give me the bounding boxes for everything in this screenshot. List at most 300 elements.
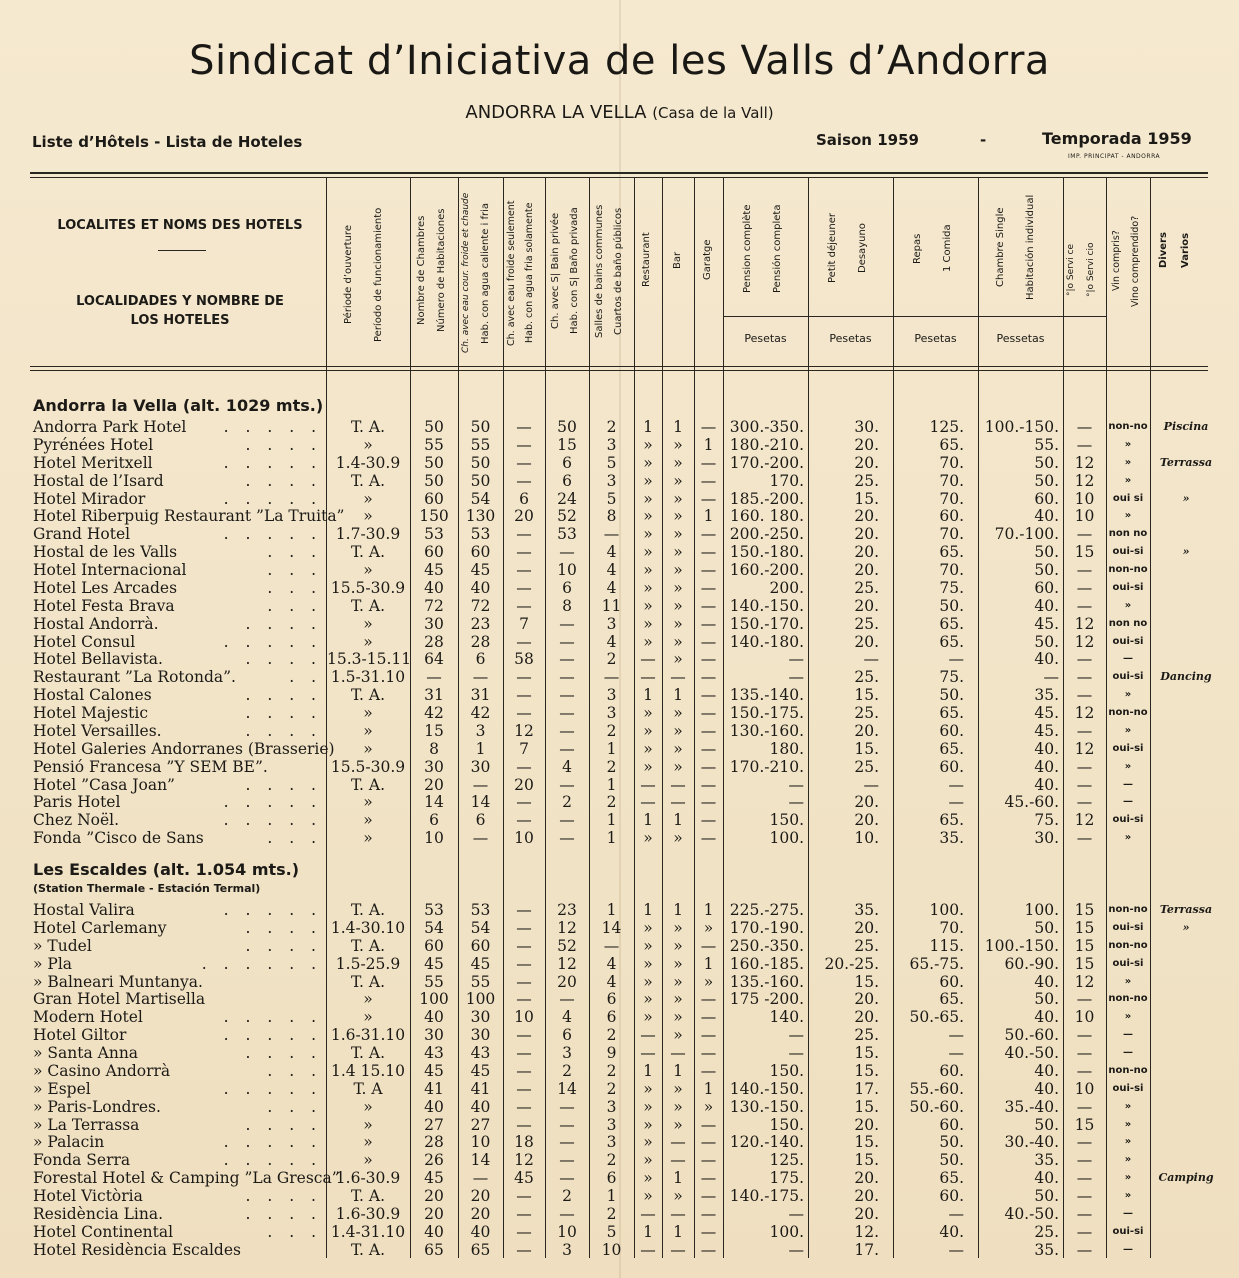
cell-bar: » xyxy=(673,507,683,526)
cell-chambres: 54 xyxy=(424,918,444,937)
cell-bain-prive: 2 xyxy=(562,1187,572,1206)
cell-bar: 1 xyxy=(673,686,683,705)
header-periode-fr: Période d’ouverture xyxy=(343,225,354,325)
cell-repas: 65. xyxy=(939,435,964,454)
cell-period: T. A. xyxy=(350,1187,386,1206)
cell-pension: 150. xyxy=(769,1115,804,1134)
cell-dejeuner: 17. xyxy=(854,1240,879,1259)
cell-bar: » xyxy=(673,596,683,615)
table-row xyxy=(0,454,1239,472)
cell-period: » xyxy=(363,507,373,526)
cell-period: 1.4 15.10 xyxy=(331,1061,405,1080)
cell-salles-bains: 2 xyxy=(606,1151,617,1170)
cell-bain-prive: 53 xyxy=(557,525,577,544)
cell-bain-prive: — xyxy=(559,811,575,830)
cell-repas: — xyxy=(948,1204,964,1223)
cell-eau-courante: 31 xyxy=(470,686,491,705)
cell-eau-courante: 20 xyxy=(470,1187,491,1206)
cell-restaurant: » xyxy=(643,561,653,580)
header-pension-es: Pensión completa xyxy=(772,204,783,293)
table-row xyxy=(0,776,1239,794)
cell-bain-prive: 20 xyxy=(557,972,577,991)
cell-bain-prive: — xyxy=(559,775,575,794)
cell-dejeuner: 15. xyxy=(854,1061,879,1080)
cell-chambres: 27 xyxy=(424,1115,444,1134)
cell-pension: 140. xyxy=(769,1008,804,1027)
cell-hotel-name: Andorra Park Hotel xyxy=(33,418,187,436)
cell-dejeuner: 20. xyxy=(854,1187,879,1206)
cell-salles-bains: 1 xyxy=(606,901,617,919)
cell-repas: — xyxy=(948,793,964,812)
cell-salles-bains: 14 xyxy=(601,918,622,937)
cell-leader-dots: . . . . . xyxy=(223,1151,322,1170)
cell-period: » xyxy=(363,829,373,848)
cell-bain-prive: 2 xyxy=(562,793,572,812)
header-vin-es: Vino comprendido? xyxy=(1130,215,1141,307)
cell-eau-froide: — xyxy=(516,578,532,597)
cell-salles-bains: — xyxy=(603,936,620,955)
cell-restaurant: » xyxy=(643,453,653,472)
cell-bar: » xyxy=(673,936,683,955)
cell-service: 10 xyxy=(1074,507,1095,526)
cell-eau-froide: — xyxy=(516,954,532,973)
section-les-escaldes-subtitle: (Station Thermale - Estación Termal) xyxy=(33,882,261,895)
cell-eau-courante: — xyxy=(472,775,489,794)
cell-hotel-name: » Palacin xyxy=(33,1133,105,1152)
cell-repas: — xyxy=(948,650,964,669)
cell-leader-dots: . . . xyxy=(267,561,322,580)
cell-single: 100.-150. xyxy=(984,936,1059,955)
cell-period: T. A. xyxy=(350,543,386,562)
cell-eau-courante: 6 xyxy=(475,811,486,830)
cell-bain-prive: — xyxy=(559,1151,575,1170)
cell-garatge: — xyxy=(700,721,717,740)
cell-repas: 50. xyxy=(939,1133,964,1152)
cell-vin: » xyxy=(1124,1118,1132,1130)
cell-hotel-name: Hotel Versailles. xyxy=(33,721,162,740)
table-row xyxy=(0,525,1239,543)
cell-restaurant: — xyxy=(640,1026,656,1045)
cell-chambres: 60 xyxy=(424,543,444,562)
cell-dejeuner: 25. xyxy=(854,757,879,776)
cell-hotel-name: Hotel ”Casa Joan” xyxy=(33,775,175,794)
cell-chambres: 30 xyxy=(424,757,444,776)
table-row xyxy=(0,1080,1239,1098)
cell-period: T. A. xyxy=(350,596,386,615)
cell-bain-prive: 3 xyxy=(562,1240,572,1259)
header-pension-fr: Pension complète xyxy=(742,204,753,293)
cell-period: T. A xyxy=(353,1079,383,1098)
cell-leader-dots: . . . . xyxy=(245,614,322,633)
cell-eau-froide: — xyxy=(516,543,532,562)
cell-chambres: 53 xyxy=(424,525,444,544)
cell-eau-froide: — xyxy=(516,1044,532,1063)
cell-repas: 100. xyxy=(929,901,964,919)
cell-leader-dots: . . . . . xyxy=(223,901,322,919)
cell-chambres: 10 xyxy=(424,829,444,848)
cell-leader-dots: . . . . . xyxy=(223,525,322,544)
cell-service: 10 xyxy=(1074,1079,1095,1098)
cell-garatge: — xyxy=(700,525,717,544)
cell-dejeuner: 20. xyxy=(854,507,879,526)
cell-single: 60. xyxy=(1034,489,1059,508)
table-row xyxy=(0,758,1239,776)
cell-service: — xyxy=(1076,775,1093,794)
cell-repas: 50.-60. xyxy=(909,1097,964,1116)
cell-restaurant: » xyxy=(643,543,653,562)
cell-leader-dots: . . . . . xyxy=(223,793,322,812)
cell-single: 40. xyxy=(1034,596,1059,615)
cell-eau-froide: 10 xyxy=(514,1008,534,1027)
header-single-fr: Chambre Single xyxy=(995,207,1006,287)
cell-salles-bains: 3 xyxy=(606,686,617,705)
cell-eau-froide: — xyxy=(516,1240,532,1259)
cell-eau-froide: — xyxy=(516,811,532,830)
cell-pension: 140.-180. xyxy=(729,632,804,651)
table-row xyxy=(0,543,1239,561)
cell-restaurant: » xyxy=(643,936,653,955)
table-row xyxy=(0,1116,1239,1134)
cell-garatge: — xyxy=(700,1187,717,1206)
cell-vin: — xyxy=(1123,653,1133,665)
cell-bar: » xyxy=(673,1097,683,1116)
cell-period: » xyxy=(363,1008,373,1027)
cell-vin: non-no xyxy=(1108,993,1148,1005)
cell-eau-courante: 14 xyxy=(470,793,491,812)
cell-eau-courante: 53 xyxy=(470,901,491,919)
header-divers-fr: Divers xyxy=(1158,232,1169,268)
cell-salles-bains: 3 xyxy=(606,1133,617,1152)
header-chambres-fr: Nombre de Chambres xyxy=(416,215,427,325)
cell-eau-froide: — xyxy=(516,1222,532,1241)
cell-repas: 70. xyxy=(939,561,964,580)
cell-single: 40.-50. xyxy=(1004,1204,1059,1223)
cell-divers: Camping xyxy=(1158,1171,1214,1185)
header-single-es: Habitación individual xyxy=(1025,194,1036,300)
cell-repas: 35. xyxy=(939,829,964,848)
cell-service: — xyxy=(1076,561,1093,580)
cell-eau-courante: 10 xyxy=(470,1133,491,1152)
cell-eau-froide: — xyxy=(516,936,532,955)
cell-vin: oui-si xyxy=(1112,957,1144,969)
cell-vin: » xyxy=(1124,724,1132,736)
cell-salles-bains: 1 xyxy=(606,739,617,758)
cell-pension: 170.-210. xyxy=(729,757,804,776)
cell-bar: » xyxy=(673,739,683,758)
cell-chambres: 45 xyxy=(424,954,444,973)
cell-bain-prive: — xyxy=(559,614,575,633)
table-row xyxy=(0,1151,1239,1169)
cell-bar: » xyxy=(673,632,683,651)
cell-salles-bains: 2 xyxy=(606,1204,617,1223)
cell-eau-froide: — xyxy=(516,596,532,615)
cell-bar: — xyxy=(670,793,686,812)
cell-single: 40. xyxy=(1034,1079,1059,1098)
cell-pension: — xyxy=(788,1204,804,1223)
cell-single: 40. xyxy=(1034,650,1059,669)
cell-bain-prive: 15 xyxy=(557,435,577,454)
table-row xyxy=(0,507,1239,525)
cell-eau-froide: — xyxy=(516,1115,532,1134)
cell-pension: 150.-180. xyxy=(729,543,804,562)
cell-restaurant: » xyxy=(643,704,653,723)
cell-single: 40. xyxy=(1034,507,1059,526)
cell-bar: » xyxy=(673,614,683,633)
cell-single: 45. xyxy=(1034,614,1059,633)
cell-dejeuner: 25. xyxy=(854,704,879,723)
cell-pension: 120.-140. xyxy=(729,1133,804,1152)
header-rule-top-2 xyxy=(30,177,1208,178)
cell-bar: » xyxy=(673,471,683,490)
table-row xyxy=(0,1187,1239,1205)
cell-garatge: — xyxy=(700,936,717,955)
cell-chambres: 40 xyxy=(424,1097,444,1116)
cell-eau-courante: 45 xyxy=(470,954,491,973)
cell-chambres: 45 xyxy=(424,561,444,580)
cell-service: 12 xyxy=(1074,739,1095,758)
cell-vin: non-no xyxy=(1108,1064,1148,1076)
cell-period: » xyxy=(363,489,373,508)
cell-eau-froide: — xyxy=(516,525,532,544)
cell-leader-dots: . . . . xyxy=(245,721,322,740)
cell-dejeuner: 20. xyxy=(854,525,879,544)
cell-chambres: 45 xyxy=(424,1061,444,1080)
cell-vin: » xyxy=(1124,1100,1132,1112)
cell-garatge: — xyxy=(700,596,717,615)
cell-bar: » xyxy=(673,453,683,472)
cell-leader-dots: . . . . . xyxy=(223,811,322,830)
cell-bar: » xyxy=(673,1008,683,1027)
cell-salles-bains: 1 xyxy=(606,1187,617,1206)
cell-pension: 170.-200. xyxy=(729,453,804,472)
cell-vin: » xyxy=(1124,1190,1132,1202)
cell-salles-bains: 1 xyxy=(606,775,617,794)
table-row xyxy=(0,1223,1239,1241)
cell-eau-courante: 41 xyxy=(470,1079,491,1098)
cell-period: T. A. xyxy=(350,1044,386,1063)
cell-chambres: 40 xyxy=(424,578,444,597)
cell-dejeuner: 25. xyxy=(854,578,879,597)
cell-garatge: 1 xyxy=(703,901,714,919)
cell-pension: 135.-140. xyxy=(729,686,804,705)
cell-pension: 160.-185. xyxy=(729,954,804,973)
header-dejeuner-fr: Petit déjeuner xyxy=(827,213,838,284)
cell-eau-froide: 45 xyxy=(514,1169,534,1188)
cell-single: 40. xyxy=(1034,972,1059,991)
saison-label: Saison 1959 xyxy=(816,131,919,149)
header-localities-divider xyxy=(158,250,206,251)
cell-garatge: » xyxy=(703,1097,714,1116)
cell-chambres: 60 xyxy=(424,936,444,955)
cell-leader-dots: . . . . xyxy=(245,1187,322,1206)
cell-bar: 1 xyxy=(673,1061,683,1080)
cell-service: — xyxy=(1076,1169,1093,1188)
cell-repas: 60. xyxy=(939,1115,964,1134)
table-row xyxy=(0,1133,1239,1151)
cell-leader-dots: . . . . xyxy=(245,471,322,490)
table-row xyxy=(0,633,1239,651)
cell-hotel-name: » Balneari Muntanya. xyxy=(33,972,203,991)
cell-pension: 150.-170. xyxy=(729,614,804,633)
table-row xyxy=(0,1098,1239,1116)
cell-dejeuner: 20.-25. xyxy=(824,954,879,973)
cell-garatge: — xyxy=(700,1222,717,1241)
cell-eau-froide: 7 xyxy=(519,614,529,633)
cell-dejeuner: 20. xyxy=(854,1169,879,1188)
cell-garatge: — xyxy=(700,1240,717,1259)
cell-leader-dots: . . . xyxy=(267,1222,322,1241)
cell-bar: » xyxy=(673,829,683,848)
cell-vin: oui-si xyxy=(1112,546,1144,558)
cell-pension: 130.-160. xyxy=(729,721,804,740)
cell-service: 15 xyxy=(1074,901,1095,919)
table-row xyxy=(0,579,1239,597)
cell-chambres: 42 xyxy=(424,704,444,723)
cell-pension: 125. xyxy=(769,1151,804,1170)
cell-dejeuner: 15. xyxy=(854,1097,879,1116)
cell-single: 35. xyxy=(1034,1240,1059,1259)
cell-eau-courante: 53 xyxy=(470,525,491,544)
cell-salles-bains: 2 xyxy=(606,650,617,669)
cell-salles-bains: 3 xyxy=(606,471,617,490)
cell-eau-froide: — xyxy=(516,1097,532,1116)
cell-garatge: — xyxy=(700,489,717,508)
cell-bar: » xyxy=(673,1187,683,1206)
cell-bain-prive: — xyxy=(559,721,575,740)
cell-leader-dots: . . . . xyxy=(245,686,322,705)
cell-pension: — xyxy=(788,793,804,812)
cell-dejeuner: 25. xyxy=(854,668,879,687)
cell-bar: » xyxy=(673,489,683,508)
cell-pension: 250.-350. xyxy=(729,936,804,955)
cell-eau-froide: 6 xyxy=(519,489,529,508)
cell-period: 1.4-30.10 xyxy=(330,918,406,937)
cell-service: — xyxy=(1076,668,1093,687)
cell-single: 40. xyxy=(1034,1008,1059,1027)
cell-repas: 70. xyxy=(939,471,964,490)
table-row xyxy=(0,955,1239,973)
cell-dejeuner: 20. xyxy=(854,435,879,454)
cell-dejeuner: 25. xyxy=(854,936,879,955)
header-froide-fr: Ch. avec eau froide seulement xyxy=(506,200,517,346)
cell-chambres: 50 xyxy=(424,471,444,490)
cell-eau-froide: — xyxy=(516,686,532,705)
cell-divers: » xyxy=(1182,545,1190,559)
header-eau-es: Hab. con agua caliente i fria xyxy=(480,202,491,344)
cell-eau-courante: 30 xyxy=(470,757,491,776)
cell-garatge: — xyxy=(700,1115,717,1134)
cell-hotel-name: Hotel Continental xyxy=(33,1222,174,1241)
cell-eau-froide: 18 xyxy=(514,1133,534,1152)
cell-bar: » xyxy=(673,561,683,580)
cell-period: T. A. xyxy=(350,972,386,991)
cell-service: — xyxy=(1076,1240,1093,1259)
cell-chambres: 15 xyxy=(424,721,444,740)
cell-bain-prive: 24 xyxy=(557,489,577,508)
cell-leader-dots: . . . xyxy=(267,1097,322,1116)
cell-restaurant: 1 xyxy=(643,418,653,436)
header-garatge: Garatge xyxy=(702,239,713,281)
cell-pension: 140.-175. xyxy=(729,1187,804,1206)
cell-salles-bains: 2 xyxy=(606,1079,617,1098)
cell-restaurant: » xyxy=(643,1133,653,1152)
cell-pension: 170.-190. xyxy=(729,918,804,937)
cell-garatge: — xyxy=(700,757,717,776)
cell-restaurant: 1 xyxy=(643,686,653,705)
cell-salles-bains: 3 xyxy=(606,435,617,454)
cell-service: — xyxy=(1076,596,1093,615)
cell-vin: oui-si xyxy=(1112,635,1144,647)
cell-dejeuner: 20. xyxy=(854,990,879,1009)
cell-garatge: — xyxy=(700,775,717,794)
cell-bain-prive: — xyxy=(559,686,575,705)
header-localities-es: LOCALIDADES Y NOMBRE DE LOS HOTELES xyxy=(76,294,284,328)
cell-bar: 1 xyxy=(673,811,683,830)
cell-dejeuner: 30. xyxy=(854,418,879,436)
cell-service: 12 xyxy=(1074,471,1095,490)
table-row xyxy=(0,793,1239,811)
cell-garatge: » xyxy=(703,972,714,991)
header-restaurant: Restaurant xyxy=(641,232,652,288)
cell-garatge: — xyxy=(700,1133,717,1152)
table-row xyxy=(0,1062,1239,1080)
cell-bar: » xyxy=(673,918,683,937)
cell-divers: Dancing xyxy=(1160,670,1212,684)
cell-repas: 65.-75. xyxy=(909,954,964,973)
cell-service: — xyxy=(1076,721,1093,740)
cell-pension: 170. xyxy=(769,471,804,490)
cell-pension: 175 -200. xyxy=(729,990,804,1009)
cell-bar: » xyxy=(673,578,683,597)
cell-single: 50. xyxy=(1034,918,1059,937)
cell-period: » xyxy=(363,435,373,454)
cell-garatge: — xyxy=(700,543,717,562)
header-servi-es: °|o Servi cio xyxy=(1086,242,1096,298)
cell-period: 1.4-30.9 xyxy=(335,453,401,472)
cell-eau-courante: 28 xyxy=(470,632,491,651)
cell-vin: — xyxy=(1123,1029,1133,1041)
cell-service: 10 xyxy=(1074,489,1095,508)
cell-eau-froide: — xyxy=(516,704,532,723)
cell-bain-prive: 52 xyxy=(557,936,577,955)
cell-bar: » xyxy=(673,972,683,991)
cell-restaurant: » xyxy=(643,578,653,597)
cell-hotel-name: Hotel Giltor xyxy=(33,1026,127,1045)
cell-chambres: 6 xyxy=(429,811,439,830)
cell-garatge: — xyxy=(700,704,717,723)
cell-period: 15.5-30.9 xyxy=(330,578,406,597)
cell-hotel-name: Hotel Festa Brava xyxy=(33,596,175,615)
cell-garatge: — xyxy=(700,990,717,1009)
cell-repas: 60. xyxy=(939,1187,964,1206)
cell-leader-dots: . . . . . xyxy=(223,418,322,436)
cell-bar: — xyxy=(670,1044,686,1063)
list-label: Liste d’Hôtels - Lista de Hoteles xyxy=(32,133,303,151)
cell-vin: non-no xyxy=(1108,939,1148,951)
header-bain-fr: Ch. avec S| Bain privée xyxy=(550,212,561,330)
cell-repas: 70. xyxy=(939,918,964,937)
cell-hotel-name: » Pla xyxy=(33,954,73,973)
cell-garatge: — xyxy=(700,650,717,669)
cell-repas: — xyxy=(948,1044,964,1063)
cell-leader-dots: . . . . . xyxy=(223,1008,322,1027)
cell-divers: Terrassa xyxy=(1159,903,1213,916)
cell-repas: 115. xyxy=(929,936,964,955)
subtitle-main: ANDORRA LA VELLA xyxy=(465,102,647,123)
cell-vin: » xyxy=(1124,599,1132,611)
cell-period: » xyxy=(363,704,373,723)
cell-period: » xyxy=(363,1115,373,1134)
